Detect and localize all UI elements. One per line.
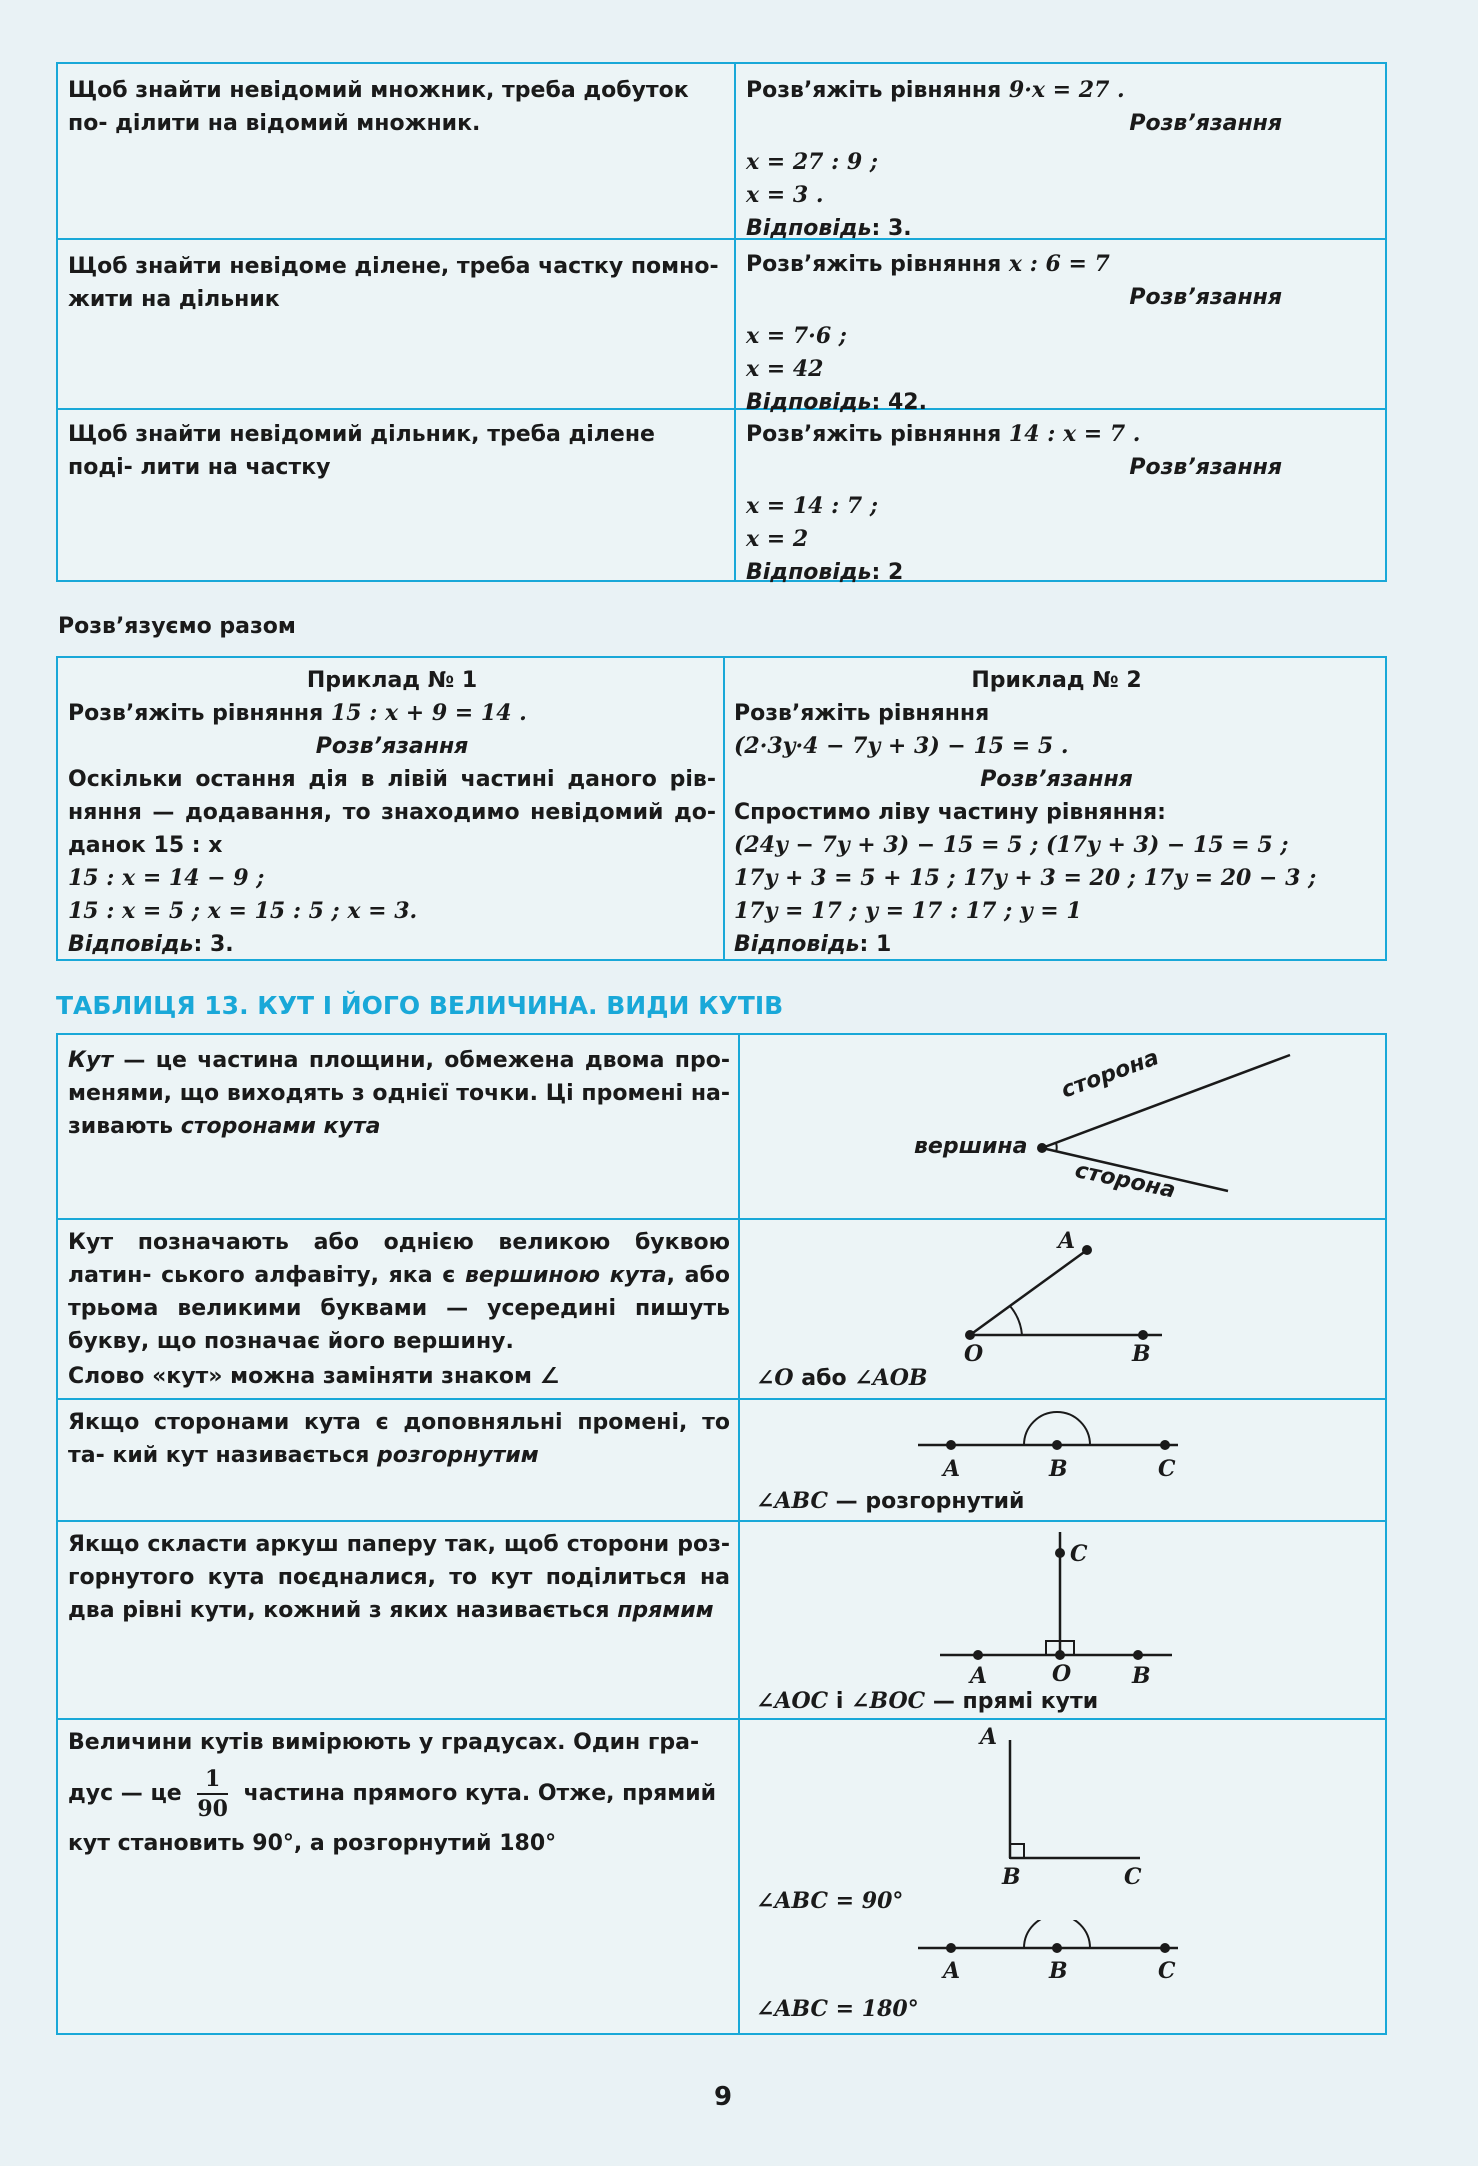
caption-part: — прямі кути (925, 1689, 1099, 1714)
term-angle: Кут (68, 1048, 114, 1073)
label-b: B (1049, 1958, 1068, 1984)
measure-text: Величини кутів вимірюють у градусах. Один гра- (68, 1730, 700, 1755)
term-vertex: вершиною кута (464, 1263, 667, 1288)
term-straight: розгорнутим (377, 1443, 539, 1468)
solution-label: Розв’язання (1129, 285, 1282, 310)
task-text: Розв’яжіть рівняння (68, 701, 324, 726)
example-1 (746, 74, 1382, 245)
right-angle-definition (68, 1528, 730, 1627)
label-a: A (970, 1663, 988, 1689)
label-b: B (1132, 1341, 1151, 1367)
label-c: C (1158, 1456, 1176, 1482)
notation-sign-text: Слово «кут» можна заміняти знаком ∠ (68, 1364, 560, 1389)
term-sides: сторонами кута (180, 1114, 381, 1139)
answer-label: Відповідь (746, 390, 872, 415)
equation: 14 : x = 7 . (1008, 421, 1141, 447)
measure-text: дус — це (68, 1781, 182, 1806)
answer-label: Відповідь (746, 216, 872, 241)
step: x = 27 : 9 ; (746, 149, 879, 175)
label-a: A (943, 1456, 961, 1482)
step: 15 : x = 5 ; x = 15 : 5 ; x = 3. (68, 898, 418, 924)
label-b: B (1002, 1864, 1021, 1890)
step: x = 3 . (746, 182, 824, 208)
step: x = 42 (746, 356, 824, 382)
caption-part: або (793, 1366, 855, 1391)
task-text: Розв’яжіть рівняння (746, 422, 1002, 447)
point-o (965, 1330, 975, 1340)
example-title: Приклад № 2 (971, 668, 1142, 693)
caption-right-angles (756, 1688, 1098, 1714)
measure-text: кут становить 90°, а розгорнутий 180° (68, 1831, 557, 1856)
together-heading: Розв’язуємо разом (58, 614, 296, 639)
caption-angle-o (756, 1365, 928, 1391)
point-c (1055, 1548, 1065, 1558)
solution-label: Розв’язання (315, 734, 469, 759)
point-b (1052, 1440, 1062, 1450)
answer: : 1 (859, 932, 892, 957)
caption-90: ∠ABC = 90° (756, 1888, 904, 1914)
definition-text: Якщо сторонами кута є доповняльні промені, то та- кий кут називається (68, 1410, 730, 1468)
answer-label: Відповідь (734, 932, 860, 957)
point-b (1133, 1650, 1143, 1660)
label-o: O (1052, 1661, 1072, 1687)
task-text: Розв’яжіть рівняння (746, 78, 1002, 103)
angle-arc (1010, 1306, 1022, 1335)
point-a (946, 1943, 956, 1953)
caption-part: ∠BOC (851, 1688, 926, 1714)
point-a (946, 1440, 956, 1450)
solution-label: Розв’язання (980, 767, 1133, 792)
angle-definition (68, 1044, 730, 1143)
task-text: Розв’яжіть рівняння (734, 701, 990, 726)
answer-label: Відповідь (746, 560, 872, 585)
rule-3 (68, 418, 724, 484)
angle-arc (1056, 1143, 1057, 1152)
straight-angle-abc-figure (740, 1920, 1385, 1992)
definition-text: — це частина площини, обмежена двома про- менями, що виходять з однієї точки. Ці промені на- зивають (68, 1048, 730, 1139)
explanation-text: Спростимо ліву частину рівняння: (734, 800, 1166, 825)
step: (24y − 7y + 3) − 15 = 5 ; (17y + 3) − 15 = 5 ; (734, 832, 1289, 858)
example-title: Приклад № 1 (306, 668, 478, 693)
label-vertex: вершина (914, 1134, 1028, 1159)
label-a: A (980, 1724, 998, 1750)
rule-text: Щоб знайти невідоме ділене, треба частку помно- жити на дільник (68, 254, 719, 312)
caption-part: ∠AOC (756, 1688, 829, 1714)
term-right: прямим (617, 1598, 714, 1623)
right-angle-abc-figure (740, 1720, 1385, 1870)
rule-text: Щоб знайти невідомий дільник, треба ділене поді- лити на частку (68, 422, 655, 480)
label-a: A (943, 1958, 961, 1984)
example-3 (746, 418, 1382, 589)
answer: : 2 (871, 560, 904, 585)
rule-2 (68, 250, 724, 316)
caption-part: і (828, 1689, 852, 1714)
point-c (1160, 1943, 1170, 1953)
point-c (1160, 1440, 1170, 1450)
label-o: O (964, 1341, 984, 1367)
straight-angle-definition (68, 1406, 730, 1472)
definition-text: Якщо скласти аркуш паперу так, щоб сторони роз- горнутого кута поєдналися, то кут поділиться на два рівні кути, кожний з яких називається (68, 1532, 730, 1623)
caption-part: ∠ABC (756, 1488, 829, 1514)
notation-text: Кут позначають або однією великою буквою латин- ського алфавіту, яка є (68, 1230, 730, 1288)
table13-title: ТАБЛИЦЯ 13. КУТ І ЙОГО ВЕЛИЧИНА. ВИДИ КУТІВ (56, 991, 784, 1020)
fraction-one-ninetieth (197, 1765, 228, 1823)
point-b (1138, 1330, 1148, 1340)
step: x = 7·6 ; (746, 323, 847, 349)
ray-oa (970, 1250, 1087, 1335)
fraction-numerator: 1 (197, 1765, 228, 1795)
equation: 15 : x + 9 = 14 . (330, 700, 527, 726)
label-side-top: сторона (1058, 1045, 1163, 1104)
point-b (1052, 1943, 1062, 1953)
right-angle-mark (1010, 1844, 1024, 1858)
example-2 (746, 248, 1382, 419)
caption-part: ∠AOB (854, 1365, 928, 1391)
caption-180: ∠ABC = 180° (756, 1996, 919, 2022)
vertex-point (1037, 1143, 1047, 1153)
label-c: C (1124, 1864, 1142, 1890)
equation: 9·x = 27 . (1008, 77, 1125, 103)
point-a (973, 1650, 983, 1660)
step: x = 14 : 7 ; (746, 493, 879, 519)
label-c: C (1158, 1958, 1176, 1984)
caption-part: — розгорнутий (828, 1489, 1025, 1514)
solution-label: Розв’язання (1129, 111, 1282, 136)
fraction-denominator: 90 (197, 1796, 228, 1822)
solution-label: Розв’язання (1129, 455, 1282, 480)
step: 15 : x = 14 − 9 ; (68, 865, 265, 891)
angle-side-top (1042, 1055, 1290, 1148)
measure-text: частина прямого кута. Отже, прямий (243, 1781, 717, 1806)
answer-label: Відповідь (68, 932, 194, 957)
step: 17y + 3 = 5 + 15 ; 17y + 3 = 20 ; 17y = 20 − 3 ; (734, 865, 1317, 891)
rule-text: Щоб знайти невідомий множник, треба добуток по- ділити на відомий множник. (68, 78, 689, 136)
label-b: B (1049, 1456, 1068, 1482)
angle-figure (740, 1035, 1385, 1217)
notation-text: , або трьома великими буквами — усередині пишуть букву, що позначає його вершину. (68, 1263, 730, 1354)
point-a (1082, 1245, 1092, 1255)
example-box-1 (68, 664, 716, 961)
caption-straight-angle (756, 1488, 1024, 1514)
rule-1 (68, 74, 724, 140)
answer: : 3. (193, 932, 234, 957)
step: x = 2 (746, 526, 809, 552)
example-box-2 (734, 664, 1379, 961)
angle-notation (68, 1226, 730, 1393)
equation: (2·3y·4 − 7y + 3) − 15 = 5 . (734, 733, 1069, 759)
angle-measure (68, 1726, 730, 1860)
label-b: B (1132, 1663, 1151, 1689)
label-a: A (1058, 1228, 1076, 1254)
caption-part: ∠O (756, 1365, 794, 1391)
point-o (1055, 1650, 1065, 1660)
page-number: 9 (714, 2082, 733, 2112)
explanation-text: Оскільки остання дія в лівій частині даного рів- няння — додавання, то знаходимо невідомий до- данок 15 : x (68, 767, 716, 858)
equation: x : 6 = 7 (1008, 251, 1110, 277)
task-text: Розв’яжіть рівняння (746, 252, 1002, 277)
step: 17y = 17 ; y = 17 : 17 ; y = 1 (734, 898, 1082, 924)
label-c: C (1070, 1541, 1088, 1567)
answer: : 3. (871, 216, 912, 241)
answer: : 42. (871, 390, 927, 415)
label-side-bottom: сторона (1072, 1158, 1178, 1204)
